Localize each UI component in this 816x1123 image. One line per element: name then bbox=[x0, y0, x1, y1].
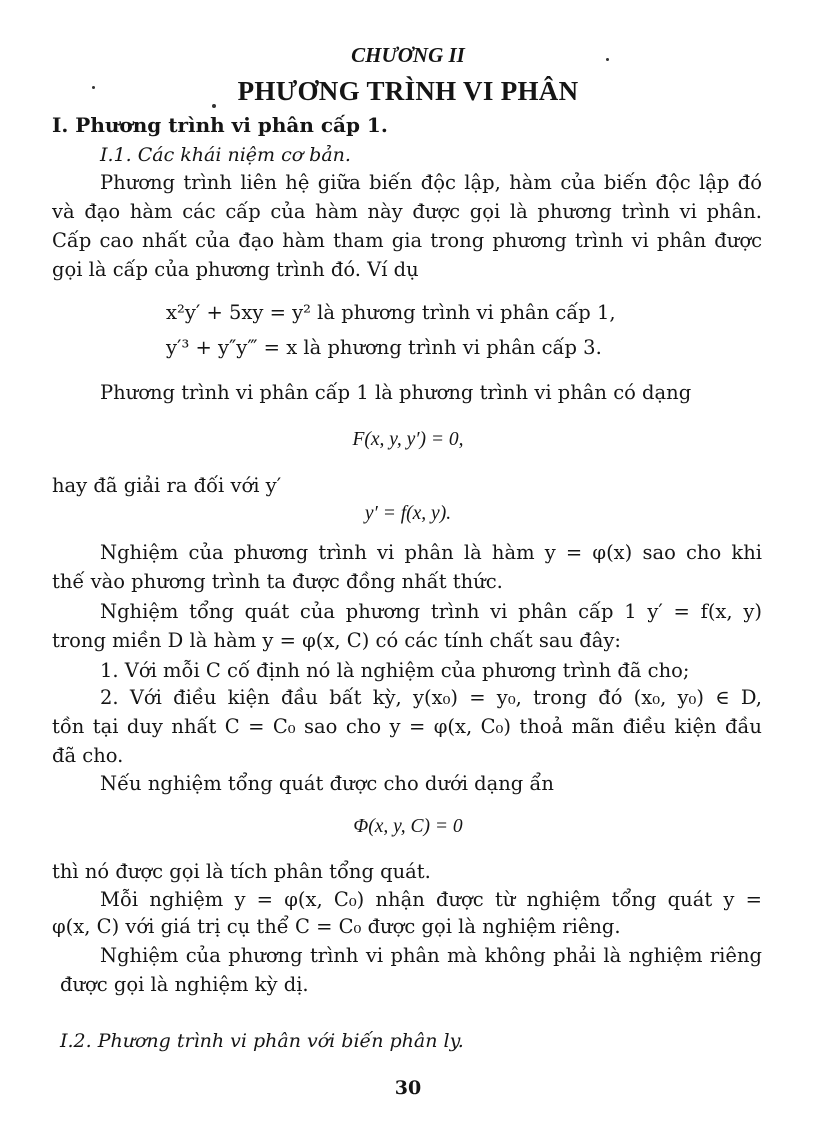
subsection-heading-1: I.1. Các khái niệm cơ bản. bbox=[100, 144, 351, 166]
paragraph-line: trong miền D là hàm y = φ(x, C) có các tính chất sau đây: bbox=[52, 629, 621, 652]
chapter-label: CHƯƠNG II bbox=[351, 43, 465, 67]
paragraph-line: Nghiệm tổng quát của phương trình vi phân cấp 1 y′ = f(x, y) bbox=[100, 600, 762, 623]
paragraph-line: và đạo hàm các cấp của hàm này được gọi là phương trình vi phân. bbox=[52, 200, 762, 223]
paragraph-line: Phương trình vi phân cấp 1 là phương trình vi phân có dạng bbox=[100, 381, 692, 404]
paragraph-line: gọi là cấp của phương trình đó. Ví dụ bbox=[52, 258, 419, 281]
paragraph-line: được gọi là nghiệm kỳ dị. bbox=[60, 973, 309, 996]
paragraph-line: Phương trình liên hệ giữa biến độc lập, hàm của biến độc lập đó bbox=[100, 171, 762, 194]
paragraph-line: đã cho. bbox=[52, 744, 124, 767]
example-equation-2: y′³ + y″y‴ = x là phương trình vi phân cấp 3. bbox=[166, 336, 602, 359]
chapter-title: PHƯƠNG TRÌNH VI PHÂN bbox=[237, 76, 579, 106]
paragraph-line: Mỗi nghiệm y = φ(x, C₀) nhận được từ nghiệm tổng quát y = bbox=[100, 888, 762, 911]
equation-general-integral: Φ(x, y, C) = 0 bbox=[353, 816, 463, 837]
property-item-2: 2. Với điều kiện đầu bất kỳ, y(x₀) = y₀, trong đó (x₀, y₀) ∈ D, bbox=[100, 686, 762, 709]
equation-explicit-form: y′ = f(x, y). bbox=[364, 503, 452, 524]
paragraph-line: Nghiệm của phương trình vi phân mà không phải là nghiệm riêng bbox=[100, 944, 762, 967]
subsection-heading-2: I.2. Phương trình vi phân với biến phân ly. bbox=[60, 1030, 464, 1052]
paragraph-line: thì nó được gọi là tích phân tổng quát. bbox=[52, 860, 431, 883]
paragraph-line: Nghiệm của phương trình vi phân là hàm y = φ(x) sao cho khi bbox=[100, 541, 762, 564]
example-equation-1: x²y′ + 5xy = y² là phương trình vi phân cấp 1, bbox=[166, 301, 616, 324]
paragraph-line: Cấp cao nhất của đạo hàm tham gia trong phương trình vi phân được bbox=[52, 229, 762, 252]
page-number: 30 bbox=[394, 1077, 422, 1099]
paragraph-line: Nếu nghiệm tổng quát được cho dưới dạng ẩn bbox=[100, 772, 554, 795]
equation-implicit-form: F(x, y, y′) = 0, bbox=[352, 429, 464, 450]
property-item-1: 1. Với mỗi C cố định nó là nghiệm của phương trình đã cho; bbox=[100, 659, 690, 682]
paragraph-line: thế vào phương trình ta được đồng nhất thức. bbox=[52, 570, 503, 593]
section-heading: I. Phương trình vi phân cấp 1. bbox=[52, 113, 388, 137]
paragraph-line: hay đã giải ra đối với y′ bbox=[52, 474, 282, 497]
paragraph-line: tồn tại duy nhất C = C₀ sao cho y = φ(x, C₀) thoả mãn điều kiện đầu bbox=[52, 715, 762, 738]
paragraph-line: φ(x, C) với giá trị cụ thể C = C₀ được gọi là nghiệm riêng. bbox=[52, 915, 621, 938]
